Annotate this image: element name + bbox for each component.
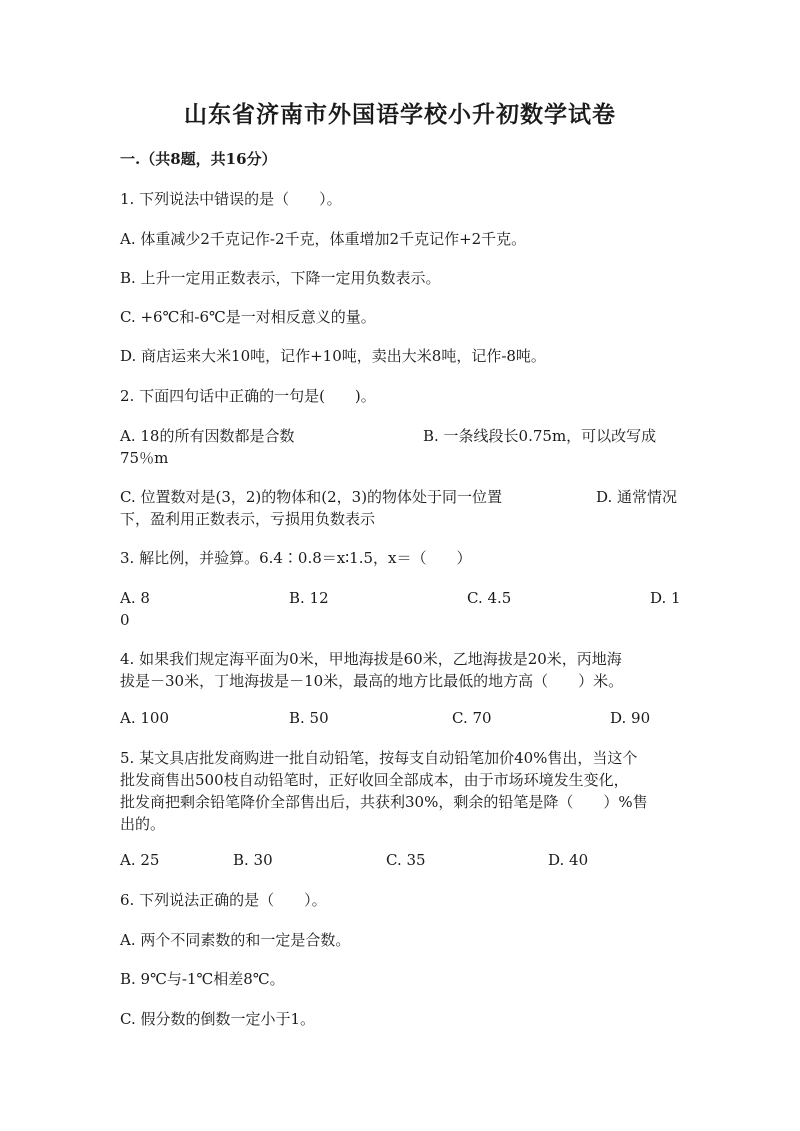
question-3-option-d: D. 1 <box>650 589 681 607</box>
question-5-option-b: B. 30 <box>233 851 273 869</box>
question-6-option-a: A. 两个不同素数的和一定是合数。 <box>120 931 351 949</box>
question-6-stem: 6. 下列说法正确的是（ ）。 <box>120 891 327 909</box>
question-1-option-d: D. 商店运来大米10吨，记作+10吨，卖出大米8吨，记作-8吨。 <box>120 347 546 365</box>
question-2-option-b-cont: 75％m <box>120 449 169 467</box>
question-5-stem-line-3: 批发商把剩余铅笔降价全部售出后，共获利30%，剩余的铅笔是降（ ）%售 <box>120 793 648 811</box>
question-4-option-b: B. 50 <box>289 709 329 727</box>
question-5-stem-line-2: 批发商售出500枝自动铅笔时，正好收回全部成本，由于市场环境发生变化， <box>120 771 629 789</box>
question-5-option-c: C. 35 <box>386 851 426 869</box>
question-1-option-a: A. 体重减少2千克记作-2千克，体重增加2千克记作+2千克。 <box>120 230 527 248</box>
question-3-option-d-cont: 0 <box>120 611 130 629</box>
question-3-stem: 3. 解比例，并验算。6.4∶0.8＝x∶1.5，x＝（ ） <box>120 549 472 567</box>
section-heading: 一.（共8题，共16分） <box>120 150 277 168</box>
question-1-option-c: C. +6℃和-6℃是一对相反意义的量。 <box>120 308 376 326</box>
question-4-option-d: D. 90 <box>610 709 651 727</box>
question-2-option-d-cont: 下，盈利用正数表示，亏损用负数表示 <box>120 510 376 528</box>
question-2-option-c: C. 位置数对是(3，2)的物体和(2，3)的物体处于同一位置 <box>120 488 503 506</box>
question-2-stem: 2. 下面四句话中正确的一句是( )。 <box>120 387 376 405</box>
question-3-option-a: A. 8 <box>120 589 150 607</box>
question-6-option-b: B. 9℃与-1℃相差8℃。 <box>120 970 285 988</box>
question-4-option-c: C. 70 <box>452 709 492 727</box>
question-2-option-b: B. 一条线段长0.75m，可以改写成 <box>423 427 657 445</box>
question-4-stem-line-2: 拔是－30米，丁地海拔是－10米，最高的地方比最低的地方高（ ）米。 <box>120 672 624 690</box>
question-3-option-b: B. 12 <box>289 589 329 607</box>
question-5-stem-line-1: 5. 某文具店批发商购进一批自动铅笔，按每支自动铅笔加价40%售出，当这个 <box>120 749 638 767</box>
question-4-option-a: A. 100 <box>120 709 169 727</box>
question-2-option-d: D. 通常情况 <box>596 488 678 506</box>
question-4-stem-line-1: 4. 如果我们规定海平面为0米，甲地海拔是60米，乙地海拔是20米，丙地海 <box>120 650 622 668</box>
question-1-stem: 1. 下列说法中错误的是（ ）。 <box>120 190 342 208</box>
page-title: 山东省济南市外国语学校小升初数学试卷 <box>184 101 616 128</box>
question-6-option-c: C. 假分数的倒数一定小于1。 <box>120 1010 316 1028</box>
question-3-option-c: C. 4.5 <box>467 589 512 607</box>
question-1-option-b: B. 上升一定用正数表示，下降一定用负数表示。 <box>120 269 441 287</box>
question-5-option-a: A. 25 <box>120 851 160 869</box>
question-5-stem-line-4: 出的。 <box>120 815 166 833</box>
question-5-option-d: D. 40 <box>548 851 589 869</box>
question-2-option-a: A. 18的所有因数都是合数 <box>120 427 295 445</box>
